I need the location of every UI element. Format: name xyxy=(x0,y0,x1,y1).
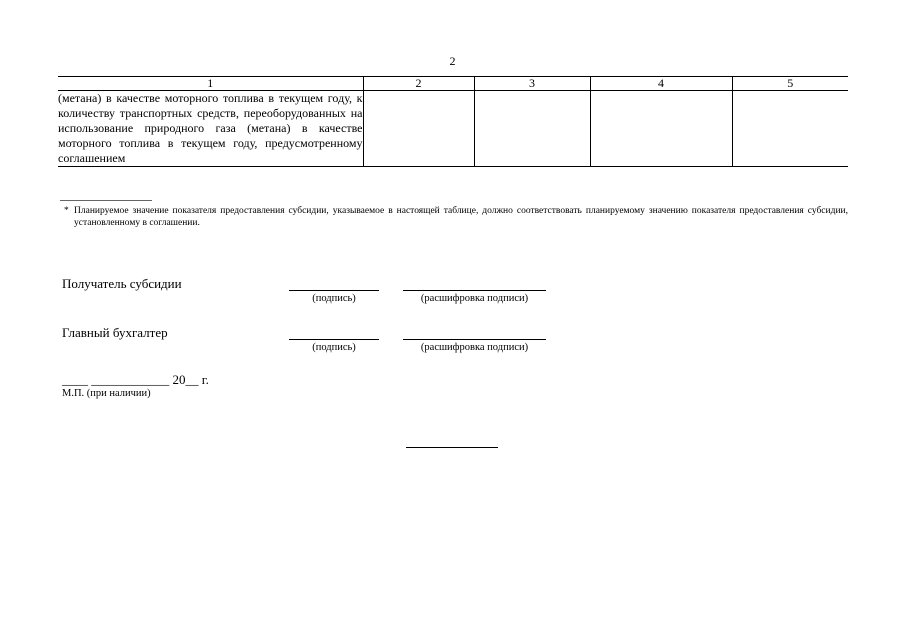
end-rule xyxy=(406,447,498,448)
accountant-decoding-caption: (расшифровка подписи) xyxy=(420,342,529,353)
recipient-decoding-caption: (расшифровка подписи) xyxy=(420,293,529,304)
accountant-label: Главный бухгалтер xyxy=(62,325,168,340)
column-header-3: 3 xyxy=(474,77,590,91)
table-cell-col5 xyxy=(732,91,848,167)
accountant-decoding-line xyxy=(403,339,546,340)
indicator-description: (метана) в качестве моторного топлива в текущем году, к количеству транспортных средств, переоборудованных на использование природного газа (метана) в качестве моторного топлива в текущем году, предусмотренному соглашением xyxy=(58,91,363,165)
footnote-marker: * xyxy=(64,206,69,216)
column-header-4: 4 xyxy=(590,77,732,91)
recipient-label: Получатель субсидии xyxy=(62,276,182,291)
accountant-signature-caption: (подпись) xyxy=(312,342,356,353)
column-header-1: 1 xyxy=(58,77,363,91)
page-number: 2 xyxy=(449,54,456,68)
footnote xyxy=(64,205,848,229)
recipient-decoding-line xyxy=(403,290,546,291)
footnote-text: Планируемое значение показателя предоставления субсидии, указываемое в настоящей таблице, должно соответствовать планируемому значению показателя предоставления субсидии, установленному в соглашении. xyxy=(74,206,848,228)
table-cell-col3 xyxy=(474,91,590,167)
recipient-signature-line xyxy=(289,290,379,291)
table-cell-col4 xyxy=(590,91,732,167)
accountant-signature-line xyxy=(289,339,379,340)
table-cell-col2 xyxy=(363,91,474,167)
column-header-5: 5 xyxy=(732,77,848,91)
date-line: ____ ____________ 20__ г. xyxy=(62,372,209,387)
recipient-signature-caption: (подпись) xyxy=(312,293,356,304)
column-header-2: 2 xyxy=(363,77,474,91)
table-header-row xyxy=(58,77,848,91)
stamp-note: М.П. (при наличии) xyxy=(62,388,151,399)
indicator-table xyxy=(58,76,848,167)
table-row xyxy=(58,91,848,167)
footnote-separator xyxy=(60,200,152,201)
